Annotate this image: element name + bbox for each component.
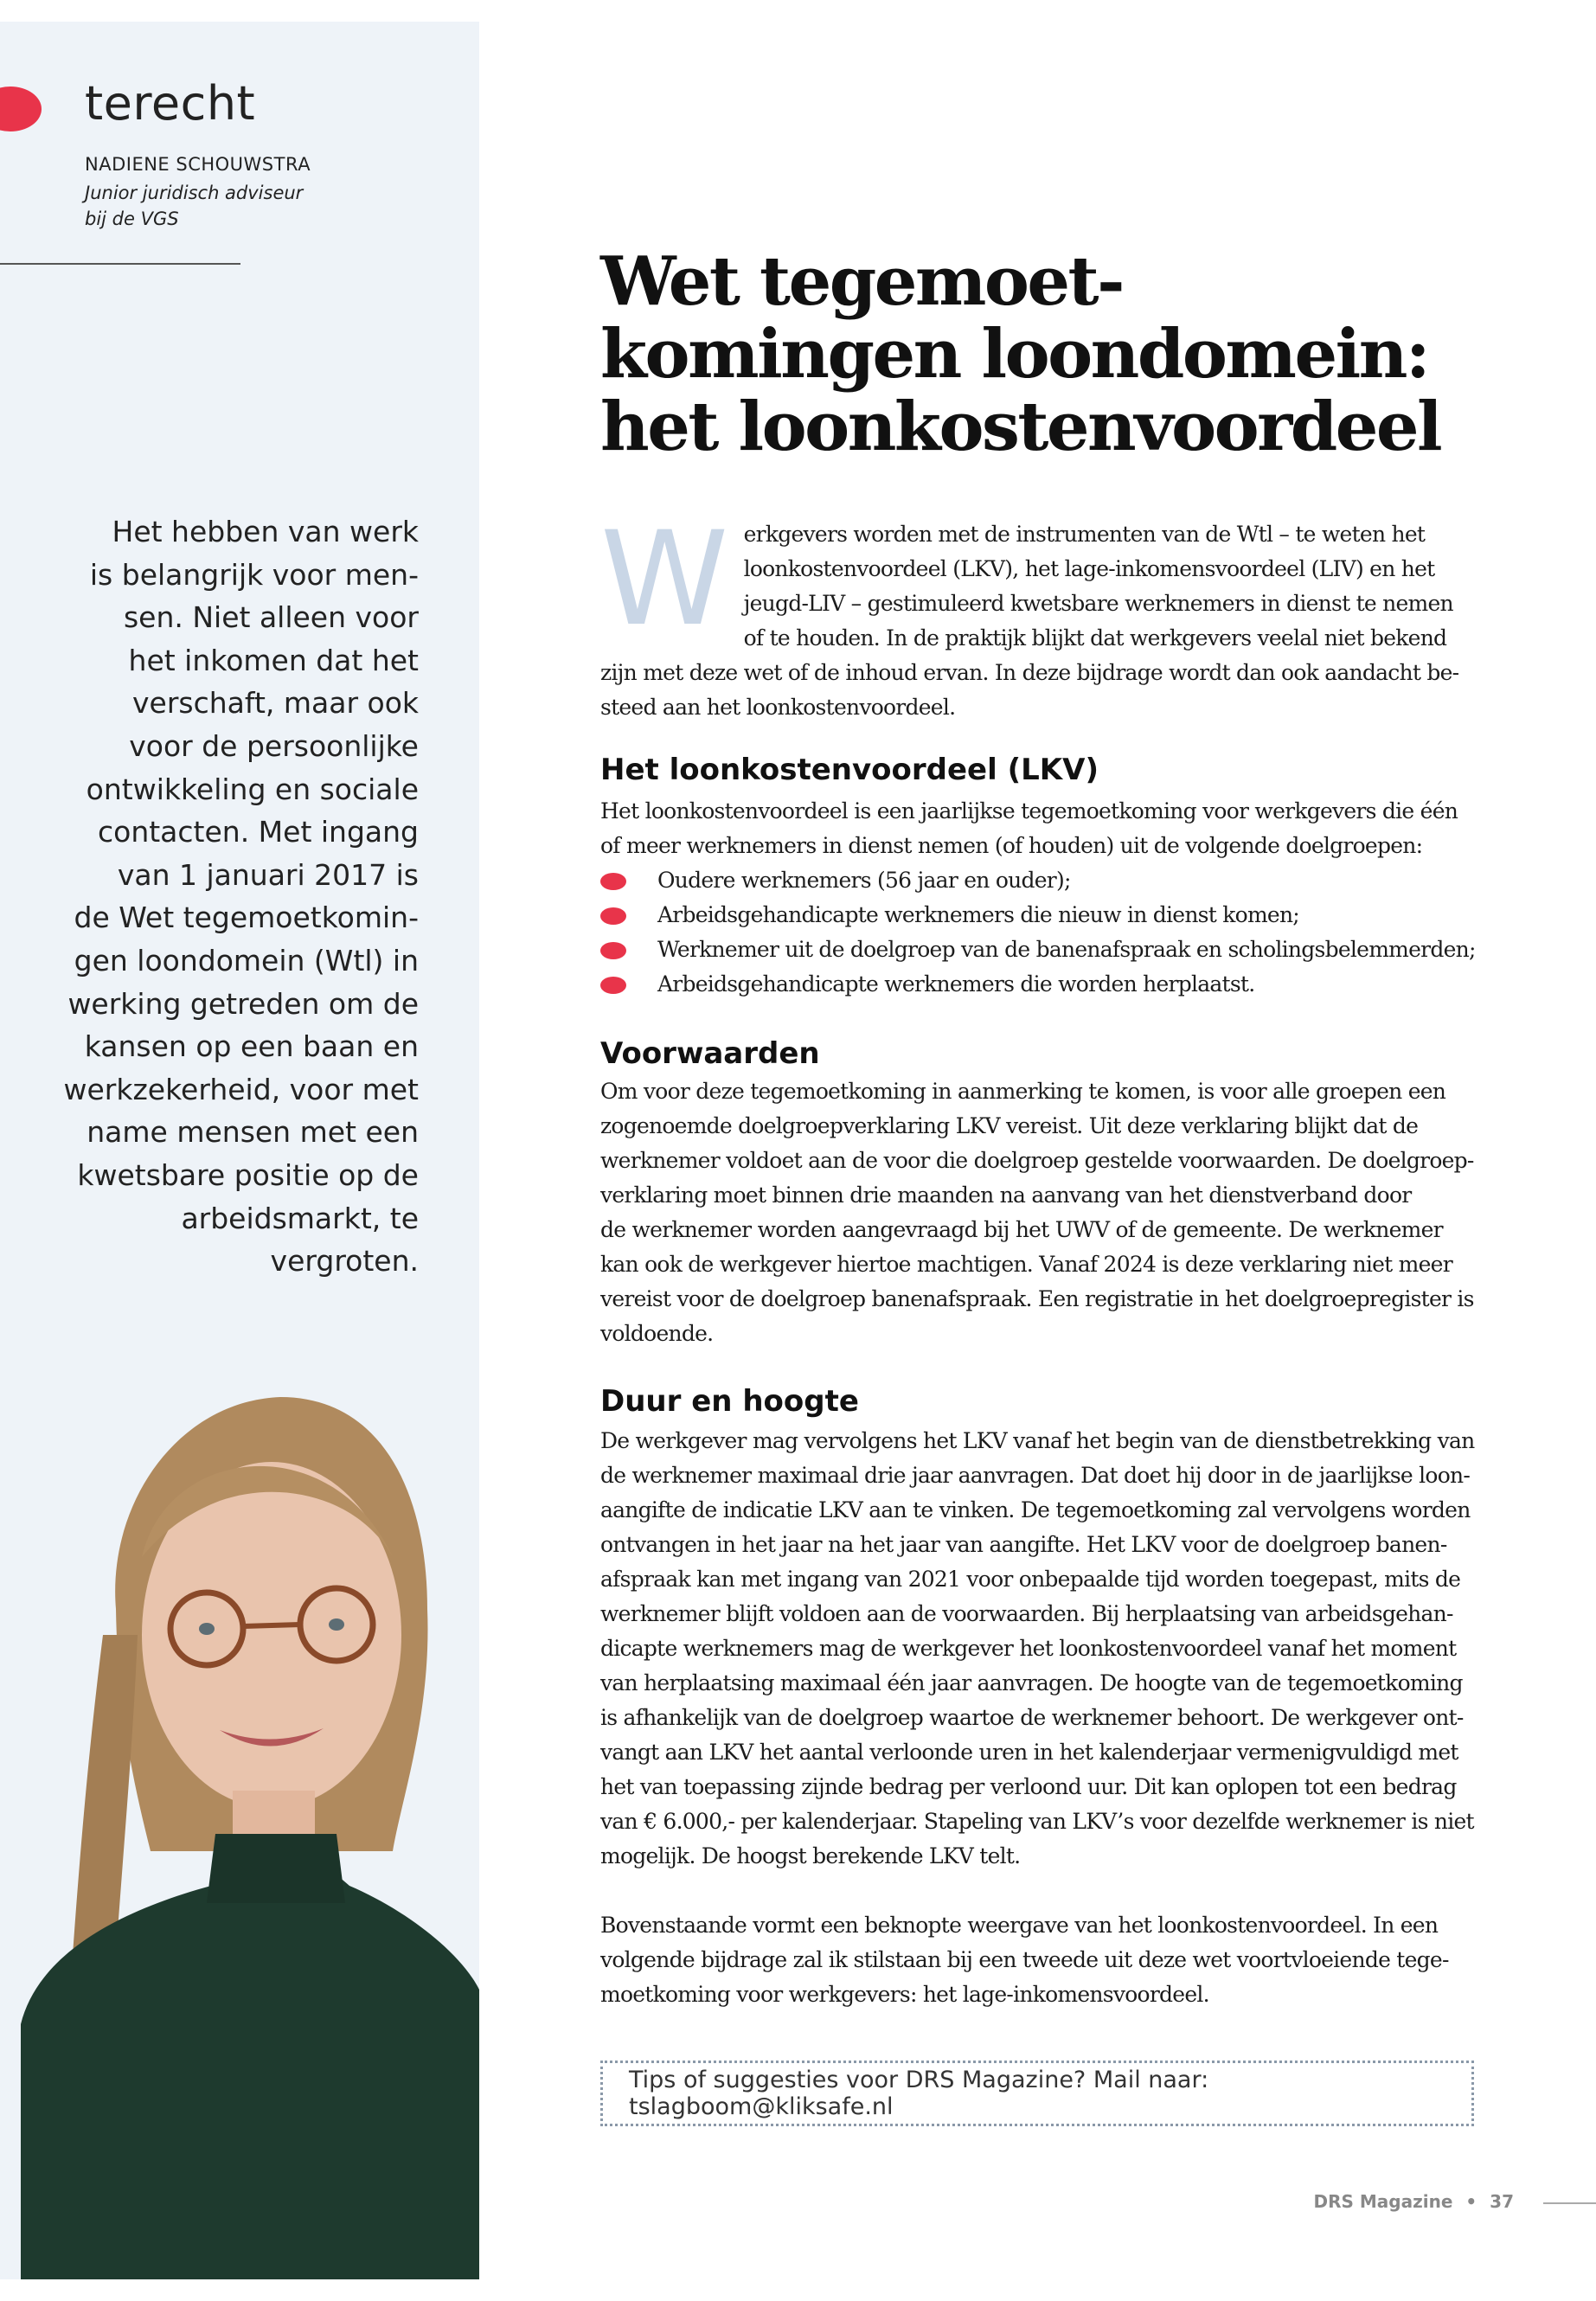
body-line: De werkgever mag vervolgens het LKV vanaf het begin van de dienstbetrekking van [600, 1428, 1475, 1453]
section-heading-lkv: Het loonkostenvoordeel (LKV) [600, 753, 1099, 787]
list-item [600, 967, 1517, 1002]
title-line: komingen loondomein: [600, 315, 1429, 394]
author-role-line: Junior juridisch adviseur [85, 183, 304, 203]
body-line: kan ook de werkgever hiertoe machtigen. Vanaf 2024 is deze verklaring niet meer [600, 1252, 1452, 1277]
body-line: de werknemer maximaal drie jaar aanvragen. Dat doet hij door in de jaarlijkse loon- [600, 1463, 1471, 1488]
body-line: Om voor deze tegemoetkoming in aanmerking te komen, is voor alle groepen een [600, 1079, 1446, 1104]
quote-line: contacten. Met ingang [97, 815, 419, 849]
list-item [600, 863, 1517, 898]
intro-line: jeugd-LIV – gestimuleerd kwetsbare werknemers in dienst te nemen [743, 591, 1453, 616]
quote-line: de Wet tegemoetkomin- [74, 901, 419, 935]
bullet-icon [600, 977, 626, 994]
article-title [600, 242, 1552, 466]
quote-line: voor de persoonlijke [129, 728, 419, 763]
intro-line: erkgevers worden met de instrumenten van de Wtl – te weten het [743, 522, 1426, 547]
quote-line: name mensen met een [87, 1115, 419, 1150]
body-line: de werknemer worden aangevraagd bij het UWV of de gemeente. De werknemer [600, 1217, 1443, 1242]
intro-line: of te houden. In de praktijk blijkt dat werkgevers veelal niet bekend [743, 625, 1447, 651]
footer-separator: • [1465, 2191, 1477, 2212]
quote-line: ontwikkeling en sociale [86, 772, 419, 806]
footer-divider [1543, 2202, 1596, 2204]
quote-line: het inkomen dat het [128, 643, 419, 677]
intro-paragraph [600, 504, 1517, 725]
body-line: ontvangen in het jaar na het jaar van aangifte. Het LKV voor de doelgroep banen- [600, 1532, 1447, 1557]
body-line: zogenoemde doelgroepverklaring LKV vereist. Uit deze verklaring blijkt dat de [600, 1113, 1419, 1138]
quote-line: arbeidsmarkt, te [181, 1201, 419, 1235]
author-role-line: bij de VGS [85, 208, 179, 229]
body-line: verklaring moet binnen drie maanden na aanvang van het dienstverband door [600, 1183, 1412, 1208]
quote-line: werkzekerheid, voor met [63, 1072, 419, 1106]
body-line: mogelijk. De hoogst berekende LKV telt. [600, 1843, 1021, 1868]
body-line: aangifte de indicatie LKV aan te vinken. De tegemoetkoming zal vervolgens worden [600, 1497, 1471, 1522]
body-line: of meer werknemers in dienst nemen (of houden) uit de volgende doelgroepen: [600, 833, 1423, 858]
section-heading-voorwaarden: Voorwaarden [600, 1036, 820, 1071]
author-divider [0, 263, 240, 265]
section-lkv-paragraph [600, 794, 1517, 1002]
intro-line: loonkostenvoordeel (LKV), het lage-inkomensvoordeel (LIV) en het [743, 556, 1435, 581]
body-line: Bovenstaande vormt een beknopte weergave van het loonkostenvoordeel. In een [600, 1913, 1439, 1938]
quote-line: kansen op een baan en [84, 1029, 419, 1064]
section-duur-paragraph [600, 1424, 1517, 1874]
body-line: moetkoming voor werkgevers: het lage-inkomensvoordeel. [600, 1982, 1209, 2007]
quote-line: kwetsbare positie op de [77, 1157, 419, 1192]
tips-text: Tips of suggesties voor DRS Magazine? Mail naar: tslagboom@kliksafe.nl [629, 2067, 1209, 2120]
body-line: van herplaatsing maximaal één jaar aanvragen. De hoogte van de tegemoetkoming [600, 1670, 1463, 1695]
list-item-text: Oudere werknemers (56 jaar en ouder); [657, 868, 1071, 893]
quote-line: verschaft, maar ook [132, 686, 419, 721]
tips-callout [600, 2061, 1474, 2126]
body-line: vangt aan LKV het aantal verloonde uren in het kalenderjaar vermenigvuldigd met [600, 1740, 1458, 1765]
body-line: het van toepassing zijnde bedrag per verloond uur. Dit kan oplopen tot een bedrag [600, 1774, 1457, 1799]
intro-line: zijn met deze wet of de inhoud ervan. In deze bijdrage wordt dan ook aandacht be- [600, 660, 1459, 685]
body-line: is afhankelijk van de doelgroep waartoe de werknemer behoort. De werkgever ont- [600, 1705, 1464, 1730]
body-line: dicapte werknemers mag de werkgever het loonkostenvoordeel vanaf het moment [600, 1636, 1457, 1661]
section-voorwaarden-paragraph [600, 1074, 1517, 1351]
drop-cap: W [600, 504, 728, 655]
quote-line: is belangrijk voor men- [89, 557, 419, 592]
author-name: NADIENE SCHOUWSTRA [85, 154, 311, 175]
body-line: vereist voor de doelgroep banenafspraak. Een registratie in het doelgroepregister is [600, 1286, 1474, 1311]
pull-quote [52, 510, 419, 1283]
list-item-text: Arbeidsgehandicapte werknemers die worden herplaatst. [657, 971, 1255, 997]
bullet-icon [600, 907, 626, 925]
quote-line: Het hebben van werk [112, 515, 419, 548]
quote-line: vergroten. [270, 1244, 419, 1279]
author-role [85, 180, 303, 232]
intro-line: steed aan het loonkostenvoordeel. [600, 695, 956, 720]
title-line: het loonkostenvoordeel [600, 388, 1441, 466]
bullet-icon [600, 873, 626, 890]
section-label: terecht [85, 76, 256, 131]
list-item [600, 933, 1517, 967]
list-item [600, 898, 1517, 933]
list-item-text: Werknemer uit de doelgroep van de banenafspraak en scholingsbelemmerden; [657, 937, 1476, 962]
page-footer [1254, 2191, 1514, 2212]
list-item-text: Arbeidsgehandicapte werknemers die nieuw in dienst komen; [657, 902, 1299, 927]
author-photo [21, 1349, 479, 2279]
closing-paragraph [600, 1908, 1517, 2012]
body-line: volgende bijdrage zal ik stilstaan bij een tweede uit deze wet voortvloeiende tege- [600, 1947, 1449, 1972]
quote-line: van 1 januari 2017 is [117, 857, 419, 892]
quote-line: werking getreden om de [67, 986, 419, 1021]
body-line: Het loonkostenvoordeel is een jaarlijkse tegemoetkoming voor werkgevers die één [600, 798, 1458, 824]
body-line: van € 6.000,- per kalenderjaar. Stapeling van LKV’s voor dezelfde werknemer is niet [600, 1809, 1474, 1834]
body-line: werknemer voldoet aan de voor die doelgroep gestelde voorwaarden. De doelgroep- [600, 1148, 1474, 1173]
body-line: afspraak kan met ingang van 2021 voor onbepaalde tijd worden toegepast, mits de [600, 1567, 1461, 1592]
magazine-name: DRS Magazine [1313, 2191, 1453, 2212]
body-line: voldoende. [600, 1321, 714, 1346]
title-line: Wet tegemoet- [600, 242, 1123, 321]
bullet-icon [600, 942, 626, 959]
page-number: 37 [1490, 2191, 1514, 2212]
target-group-list [600, 863, 1517, 1002]
quote-line: sen. Niet alleen voor [123, 600, 419, 635]
quote-line: gen loondomein (Wtl) in [74, 943, 419, 977]
section-heading-duur: Duur en hoogte [600, 1384, 859, 1419]
body-line: werknemer blijft voldoen aan de voorwaarden. Bij herplaatsing van arbeidsgehan- [600, 1601, 1453, 1626]
